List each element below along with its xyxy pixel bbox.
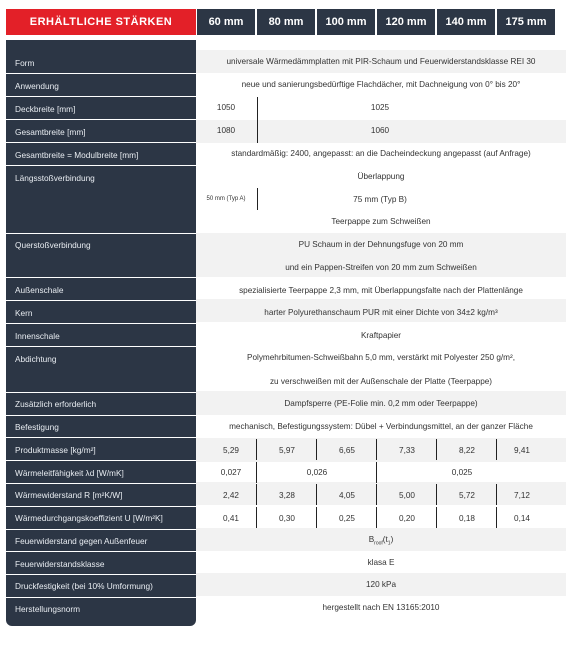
value-uwert-80: 0,30 <box>279 514 295 523</box>
cell-divider <box>496 439 497 460</box>
divider <box>6 119 196 120</box>
cell-divider <box>316 439 317 460</box>
value-waermeleit-1: 0,027 <box>220 468 242 477</box>
cell-divider <box>376 462 377 483</box>
label-gesamtbreite: Gesamtbreite [mm] <box>15 127 86 137</box>
size-60: 60 mm <box>197 9 255 35</box>
feuer-sub-roof: roof <box>374 540 383 547</box>
divider <box>6 483 196 484</box>
cell-divider <box>256 507 257 528</box>
value-uwert-120: 0,20 <box>399 514 415 523</box>
value-kern: harter Polyurethanschaum PUR mit einer Dichte von 34±2 kg/m³ <box>264 308 498 317</box>
value-befestigung: mechanisch, Befestigungssystem: Dübel + Verbindungsmittel, an der ganzer Fläche <box>229 422 533 431</box>
label-druck: Druckfestigkeit (bei 10% Umformung) <box>15 581 153 591</box>
label-deckbreite: Deckbreite [mm] <box>15 104 76 114</box>
feuer-main: B <box>368 535 375 544</box>
divider <box>6 300 196 301</box>
divider <box>6 392 196 393</box>
label-norm: Herstellungsnorm <box>15 604 81 614</box>
label-modulbreite: Gesamtbreite = Modulbreite [mm] <box>15 150 139 160</box>
label-abdichtung: Abdichtung <box>15 354 57 364</box>
divider <box>6 73 196 74</box>
size-80: 80 mm <box>257 9 315 35</box>
divider <box>6 277 196 278</box>
value-laengsstoss-typa: 50 mm (Typ A) <box>206 196 246 202</box>
size-175: 175 mm <box>497 9 555 35</box>
label-column <box>6 40 196 626</box>
value-waermewid-60: 2,42 <box>223 491 239 500</box>
value-gesamtbreite-1: 1080 <box>216 126 236 135</box>
label-anwendung: Anwendung <box>15 81 59 91</box>
value-querstoss-2: und ein Pappen-Streifen von 20 mm zum Schweißen <box>285 263 477 272</box>
cell-divider <box>316 484 317 505</box>
cell-divider <box>376 507 377 528</box>
value-aussenschale: spezialisierte Teerpappe 2,3 mm, mit Überlappungsfalte nach der Plattenlänge <box>239 286 523 295</box>
label-uwert: Wärmedurchgangskoeffizient U [W/m²K] <box>15 513 163 523</box>
divider <box>6 233 196 234</box>
value-innenschale: Kraftpapier <box>360 331 402 340</box>
divider <box>6 437 196 438</box>
divider <box>6 460 196 461</box>
value-produktmasse-100: 6,65 <box>339 446 355 455</box>
value-uwert-60: 0,41 <box>223 514 239 523</box>
value-anwendung: neue und sanierungsbedürftige Flachdächer, mit Dachneigung von 0° bis 20° <box>241 80 521 89</box>
value-uwert-100: 0,25 <box>339 514 355 523</box>
value-feuerklasse: klasa E <box>367 558 395 567</box>
label-laengsstoss: Längsstoßverbindung <box>15 173 95 183</box>
divider <box>6 415 196 416</box>
value-uwert-175: 0,14 <box>514 514 530 523</box>
value-laengsstoss-3: Teerpappe zum Schweißen <box>331 217 431 226</box>
value-gesamtbreite-2: 1060 <box>370 126 390 135</box>
divider <box>6 506 196 507</box>
size-100: 100 mm <box>317 9 375 35</box>
value-laengsstoss-typb: 75 mm (Typ B) <box>353 195 407 204</box>
value-abdichtung-2: zu verschweißen mit der Außenschale der Platte (Teerpappe) <box>269 377 493 386</box>
label-aussenschale: Außenschale <box>15 285 64 295</box>
value-abdichtung-1: Polymehrbitumen-Schweißbahn 5,0 mm, verstärkt mit Polyester 250 g/m², <box>246 353 515 362</box>
value-produktmasse-120: 7,33 <box>399 446 415 455</box>
feuer-sub-1: 1 <box>387 540 391 547</box>
divider <box>6 96 196 97</box>
value-produktmasse-140: 8,22 <box>459 446 475 455</box>
value-waermewid-80: 3,28 <box>279 491 295 500</box>
cell-divider <box>376 484 377 505</box>
value-waermeleit-2: 0,026 <box>306 468 328 477</box>
label-feuer: Feuerwiderstand gegen Außenfeuer <box>15 536 148 546</box>
value-zusaetzlich: Dampfsperre (PE-Folie min. 0,2 mm oder Teerpappe) <box>284 399 478 408</box>
label-zusaetzlich: Zusätzlich erforderlich <box>15 399 97 409</box>
label-waermewid: Wärmewiderstand R [m²K/W] <box>15 490 123 500</box>
feuer-paren: (t <box>382 535 388 544</box>
label-innenschale: Innenschale <box>15 331 60 341</box>
cell-divider <box>376 439 377 460</box>
value-deckbreite-2: 1025 <box>370 103 390 112</box>
size-140: 140 mm <box>437 9 495 35</box>
value-uwert-140: 0,18 <box>459 514 475 523</box>
value-form: universale Wärmedämmplatten mit PIR-Schaum und Feuerwiderstandsklasse REI 30 <box>226 57 536 66</box>
cell-divider <box>316 507 317 528</box>
value-norm: hergestellt nach EN 13165:2010 <box>322 603 440 612</box>
cell-divider <box>436 439 437 460</box>
value-waermewid-175: 7,12 <box>514 491 530 500</box>
value-laengsstoss-1: Überlappung <box>357 172 405 181</box>
divider <box>6 574 196 575</box>
label-querstoss: Querstoßverbindung <box>15 240 91 250</box>
divider <box>6 529 196 530</box>
divider <box>6 551 196 552</box>
label-form: Form <box>15 58 35 68</box>
label-feuerklasse: Feuerwiderstandsklasse <box>15 559 105 569</box>
cell-divider <box>436 507 437 528</box>
label-kern: Kern <box>15 308 33 318</box>
value-waermeleit-3: 0,025 <box>451 468 473 477</box>
value-feuer <box>196 535 566 547</box>
label-produktmasse: Produktmasse [kg/m²] <box>15 445 96 455</box>
value-querstoss-1: PU Schaum in der Dehnungsfuge von 20 mm <box>298 240 464 249</box>
cell-divider <box>256 462 257 483</box>
value-waermewid-140: 5,72 <box>459 491 475 500</box>
divider <box>6 165 196 166</box>
value-deckbreite-1: 1050 <box>216 103 236 112</box>
cell-divider <box>496 507 497 528</box>
label-waermeleit: Wärmeleitfähigkeit λd [W/mK] <box>15 468 124 478</box>
value-produktmasse-175: 9,41 <box>514 446 530 455</box>
value-produktmasse-60: 5,29 <box>223 446 239 455</box>
value-modulbreite: standardmäßig: 2400, angepasst: an die Dacheindeckung angepasst (auf Anfrage) <box>231 149 531 158</box>
header-bar <box>0 0 566 40</box>
divider <box>6 323 196 324</box>
size-120: 120 mm <box>377 9 435 35</box>
label-befestigung: Befestigung <box>15 422 59 432</box>
cell-divider <box>256 484 257 505</box>
divider <box>6 597 196 598</box>
divider <box>6 346 196 347</box>
value-waermewid-100: 4,05 <box>339 491 355 500</box>
feuer-close: ) <box>390 535 394 544</box>
divider <box>6 142 196 143</box>
header-title: ERHÄLTLICHE STÄRKEN <box>6 9 196 35</box>
cell-divider <box>496 484 497 505</box>
cell-divider <box>256 439 257 460</box>
value-druck: 120 kPa <box>365 580 397 589</box>
cell-divider <box>436 484 437 505</box>
value-waermewid-120: 5,00 <box>399 491 415 500</box>
value-produktmasse-80: 5,97 <box>279 446 295 455</box>
